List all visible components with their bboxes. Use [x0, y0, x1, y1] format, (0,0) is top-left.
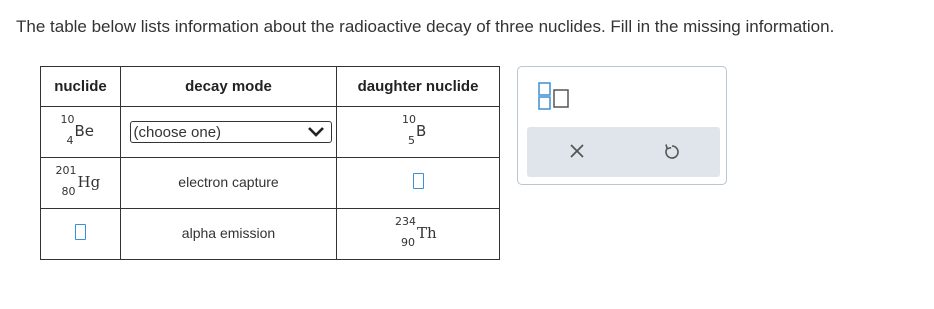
undo-icon[interactable]	[663, 142, 681, 160]
table-row	[41, 107, 500, 158]
table-row	[41, 158, 500, 209]
isotope-symbol	[55, 162, 101, 200]
chevron-down-icon	[307, 126, 325, 138]
mass-number: 201	[55, 163, 77, 177]
header-daughter-nuclide: daughter nuclide	[337, 67, 500, 107]
atomic-number: 5	[408, 133, 415, 147]
table-row	[41, 209, 500, 260]
decay-mode-dropdown[interactable]	[130, 121, 332, 143]
element-symbol: B	[416, 121, 427, 140]
isotope-symbol	[402, 111, 432, 149]
nuclide-cell	[41, 209, 121, 260]
mass-number: 234	[395, 214, 416, 228]
tool-strip	[527, 127, 720, 177]
decay-mode-text: alpha emission	[181, 225, 276, 241]
atomic-number: 4	[66, 133, 74, 147]
header-nuclide: nuclide	[41, 67, 121, 107]
answer-palette	[517, 66, 727, 185]
decay-mode-text: electron capture	[178, 174, 279, 190]
table-header-row	[41, 67, 500, 107]
superscript-subscript-template-icon[interactable]	[538, 81, 580, 111]
element-symbol: Hg	[77, 172, 101, 191]
element-symbol: Th	[417, 223, 437, 242]
decay-mode-cell	[121, 158, 337, 209]
daughter-nuclide-cell	[337, 158, 500, 209]
daughter-nuclide-cell	[337, 107, 500, 158]
atomic-number: 90	[401, 235, 415, 249]
header-decay-mode: decay mode	[121, 67, 337, 107]
nuclide-cell	[41, 158, 121, 209]
nuclide-answer-box[interactable]	[75, 224, 86, 240]
close-icon[interactable]	[568, 142, 586, 160]
dropdown-value: (choose one)	[133, 123, 222, 141]
mass-number: 10	[402, 112, 416, 126]
question-prompt: The table below lists information about the radioactive decay of three nuclides. Fill in the missing information.	[16, 17, 835, 36]
decay-table	[40, 66, 500, 260]
mass-number: 10	[60, 112, 75, 126]
atomic-number: 80	[61, 184, 76, 198]
nuclide-cell	[41, 107, 121, 158]
isotope-symbol	[395, 213, 437, 251]
daughter-nuclide-answer-box[interactable]	[413, 173, 424, 189]
decay-mode-cell	[121, 209, 337, 260]
daughter-nuclide-cell	[337, 209, 500, 260]
element-symbol: Be	[74, 121, 95, 140]
decay-mode-cell	[121, 107, 337, 158]
isotope-symbol	[61, 111, 97, 149]
